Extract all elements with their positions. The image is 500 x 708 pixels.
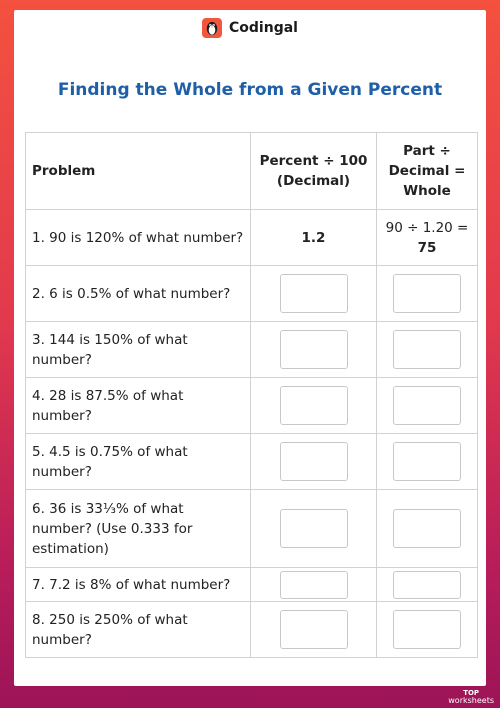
whole-answer-box[interactable] — [393, 509, 461, 548]
table-row — [26, 378, 478, 434]
problem-text: 5. 4.5 is 0.75% of what number? — [26, 434, 251, 490]
decimal-answer-box[interactable] — [280, 274, 348, 313]
whole-answer-box[interactable] — [393, 386, 461, 425]
footer-top-label: TOP — [463, 689, 480, 697]
decimal-answer-box[interactable] — [280, 610, 348, 649]
table-row — [26, 568, 478, 602]
whole-answer — [377, 210, 478, 266]
whole-answer-box[interactable] — [393, 442, 461, 481]
whole-answer-box[interactable] — [393, 330, 461, 369]
table-row — [26, 266, 478, 322]
table-row — [26, 434, 478, 490]
whole-value: 75 — [417, 239, 437, 256]
whole-answer-box[interactable] — [393, 610, 461, 649]
worksheet-page — [14, 10, 486, 686]
decimal-answer-box[interactable] — [280, 330, 348, 369]
problem-text: 6. 36 is 33⅓% of what number? (Use 0.333 for estimation) — [26, 490, 251, 568]
problem-text: 2. 6 is 0.5% of what number? — [26, 266, 251, 322]
header-whole: Part ÷ Decimal = Whole — [377, 133, 478, 210]
whole-expression: 90 ÷ 1.20 = — [385, 219, 469, 236]
footer-worksheets-label: worksheets — [448, 696, 494, 705]
footer-watermark — [448, 689, 494, 705]
header-decimal: Percent ÷ 100 (Decimal) — [251, 133, 377, 210]
problem-text: 3. 144 is 150% of what number? — [26, 322, 251, 378]
whole-answer-box[interactable] — [393, 274, 461, 313]
decimal-answer-box[interactable] — [280, 509, 348, 548]
decimal-answer-box[interactable] — [280, 442, 348, 481]
decimal-answer: 1.2 — [251, 210, 377, 266]
table-row — [26, 210, 478, 266]
decimal-answer-box[interactable] — [280, 571, 348, 599]
table-row — [26, 602, 478, 658]
problem-text: 8. 250 is 250% of what number? — [26, 602, 251, 658]
header-problem: Problem — [26, 133, 251, 210]
problem-text: 7. 7.2 is 8% of what number? — [26, 568, 251, 602]
page-title: Finding the Whole from a Given Percent — [57, 80, 443, 100]
whole-answer-box[interactable] — [393, 571, 461, 599]
problem-text: 1. 90 is 120% of what number? — [26, 210, 251, 266]
brand-name: Codingal — [229, 20, 298, 36]
table-header-row — [26, 133, 478, 210]
problem-text: 4. 28 is 87.5% of what number? — [26, 378, 251, 434]
penguin-logo-icon — [202, 18, 222, 38]
table-row — [26, 322, 478, 378]
table-row — [26, 490, 478, 568]
decimal-answer-box[interactable] — [280, 386, 348, 425]
brand-logo — [14, 18, 486, 38]
problems-table — [25, 132, 478, 658]
